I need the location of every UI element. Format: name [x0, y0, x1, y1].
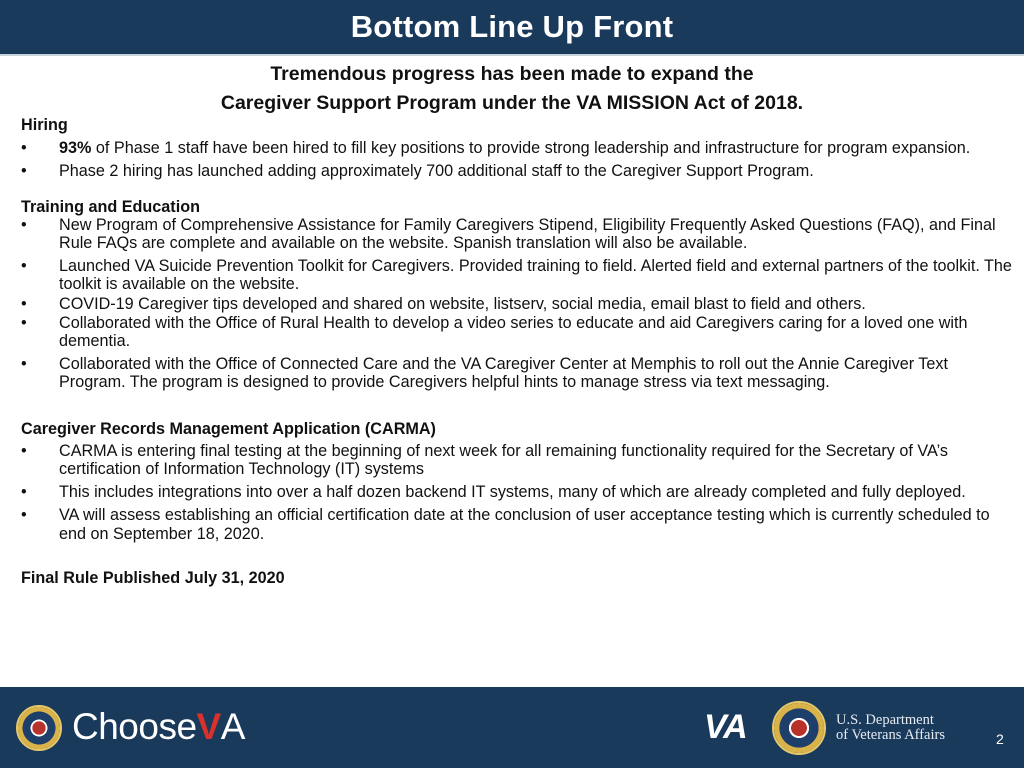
slide-subtitle [0, 60, 1024, 118]
choose-va-prefix: Choose [72, 706, 197, 747]
list-item-text: COVID-19 Caregiver tips developed and shared on website, listserv, social media, email blast to field and others. [59, 294, 866, 313]
list-item-text: Collaborated with the Office of Rural Health to develop a video series to educate and aid Caregivers caring for a loved one with dementia. [59, 313, 968, 351]
va-seal-icon [16, 705, 62, 751]
list-item-text: CARMA is entering final testing at the beginning of next week for all remaining functionality required for the Secretary of VA’s certification of Information Technology (IT) systems [59, 441, 948, 479]
list-item [21, 295, 1016, 313]
va-logo: VA [704, 708, 747, 746]
department-name [836, 713, 945, 743]
slide-content [21, 116, 1016, 587]
list-item-text: Launched VA Suicide Prevention Toolkit for Caregivers. Provided training to field. Alerted field and external partners of the toolkit. The toolkit is available on the website. [59, 257, 1012, 294]
subtitle-line-2: Caregiver Support Program under the VA MISSION Act of 2018. [220, 92, 804, 114]
list-item-text: New Program of Comprehensive Assistance for Family Caregivers Stipend, Eligibility Frequently Asked Questions (FAQ), and Final Rule FAQs are complete and available on the website. Spanish translation will also be available. [59, 215, 996, 253]
title-bar [0, 0, 1024, 56]
list-item-text: of Phase 1 staff have been hired to fill key positions to provide strong leadership and infrastructure for program expansion. [91, 139, 971, 158]
training-heading: Training and Education [21, 197, 200, 216]
list-item [21, 216, 1016, 252]
department-line-1: U.S. Department [836, 712, 934, 728]
carma-heading: Caregiver Records Management Application (CARMA) [21, 419, 436, 438]
list-item [21, 139, 1016, 157]
department-line-2: of Veterans Affairs [836, 727, 945, 743]
page-number: 2 [996, 731, 1004, 747]
list-item-text: VA will assess establishing an official certification date at the conclusion of user acceptance testing which is currently scheduled to end on September 18, 2020. [59, 506, 990, 543]
hiring-percent: 93% [59, 139, 92, 158]
list-item-text: Collaborated with the Office of Connected Care and the VA Caregiver Center at Memphis to roll out the Annie Caregiver Text Program. The program is designed to provide Caregivers helpful hints to manage stress via text messaging. [59, 355, 948, 392]
va-seal-icon [772, 701, 826, 755]
list-item [21, 442, 1016, 478]
list-item [21, 483, 1016, 501]
list-item [21, 355, 1016, 391]
list-item [21, 257, 1016, 293]
choose-va-v: V [196, 706, 221, 747]
slide-title: Bottom Line Up Front [350, 9, 674, 44]
final-rule-heading: Final Rule Published July 31, 2020 [21, 568, 285, 587]
footer-bar [0, 687, 1024, 768]
list-item-text: Phase 2 hiring has launched adding approximately 700 additional staff to the Caregiver Support Program. [59, 162, 814, 181]
list-item-text: This includes integrations into over a half dozen backend IT systems, many of which are already completed and fully deployed. [59, 483, 966, 502]
list-item [21, 314, 1016, 350]
carma-list [21, 442, 1016, 543]
list-item [21, 162, 1016, 180]
hiring-list [21, 139, 1016, 180]
subtitle-line-1: Tremendous progress has been made to expand the [270, 63, 754, 85]
choose-va-a: A [220, 706, 245, 747]
choose-va-logo [72, 705, 245, 749]
training-list [21, 216, 1016, 392]
hiring-heading: Hiring [21, 116, 68, 134]
list-item [21, 506, 1016, 542]
